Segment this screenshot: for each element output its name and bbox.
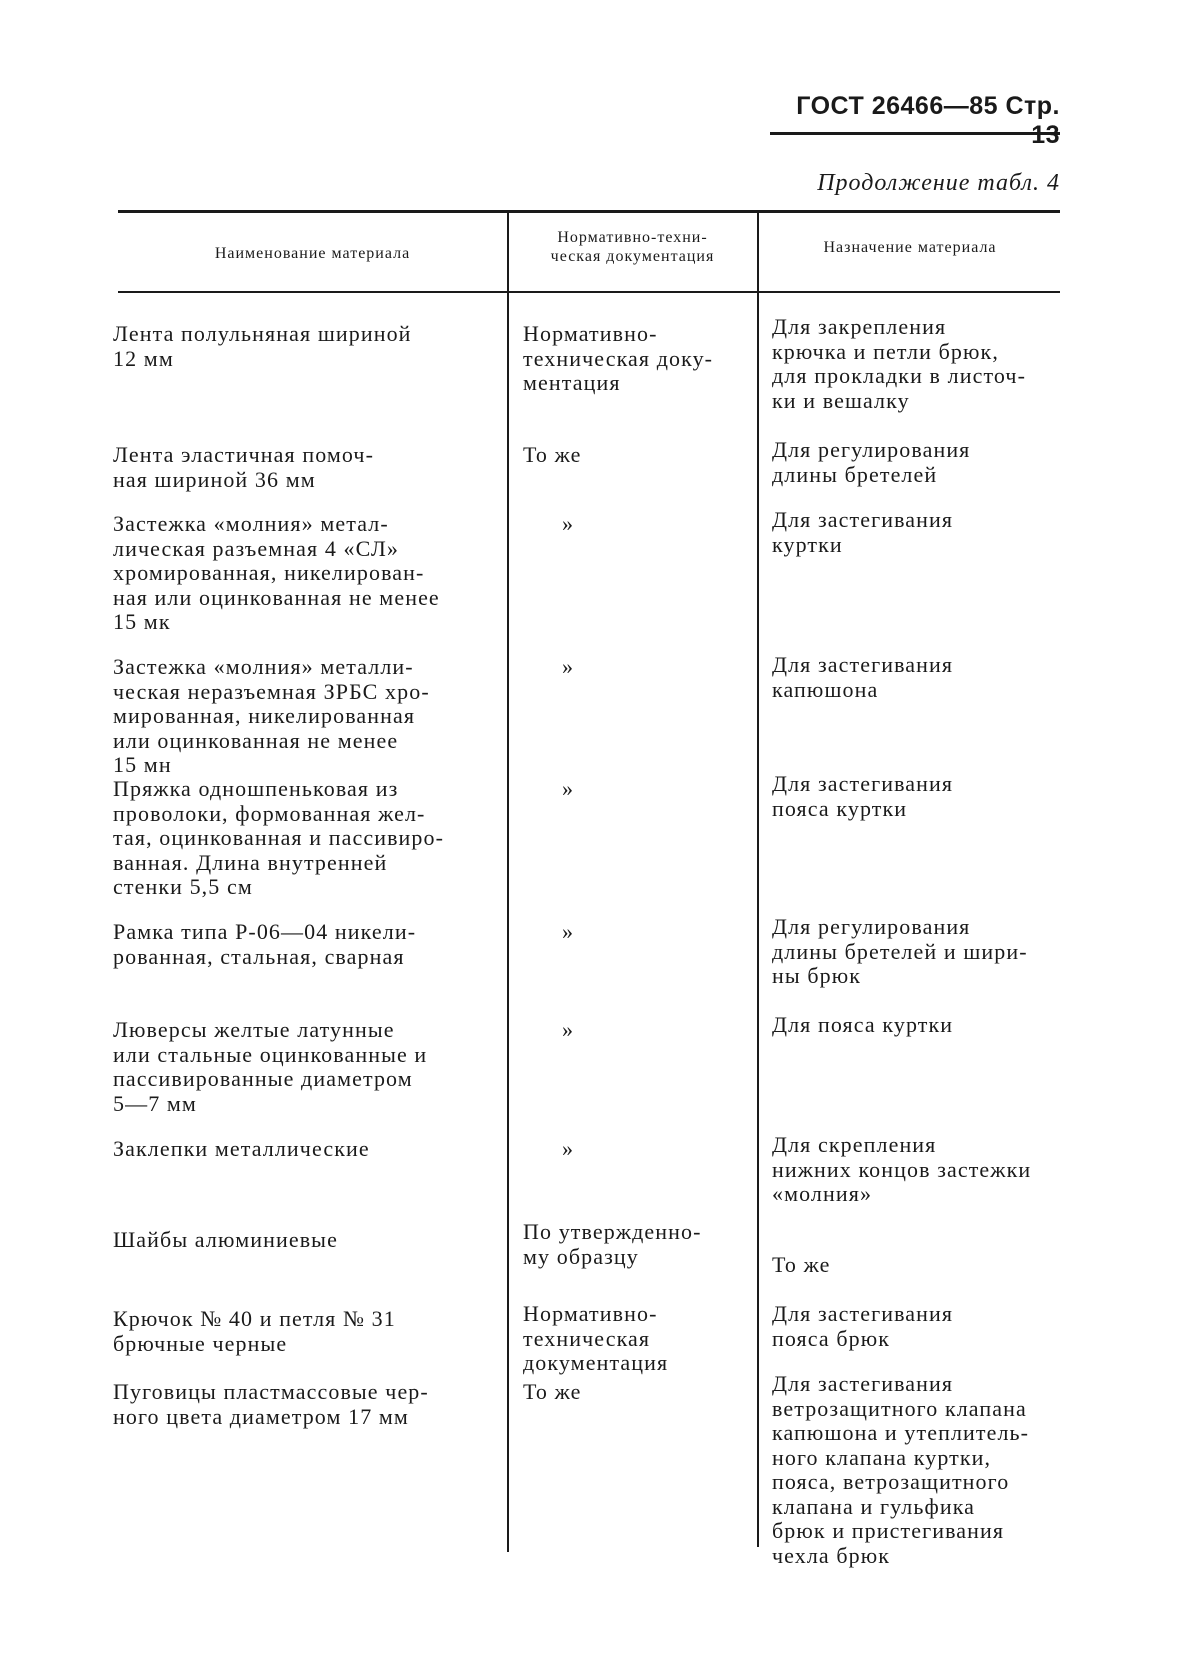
table-cell-purpose: То же xyxy=(772,1252,831,1277)
table-cell-name: Лента эластичная помоч- ная шириной 36 мм xyxy=(113,442,375,492)
table-cell-name: Шайбы алюминиевые xyxy=(113,1227,338,1252)
table-cell-doc: » xyxy=(562,919,575,944)
column-header-documentation: Нормативно-техни- ческая документация xyxy=(550,229,715,265)
table-cell-purpose: Для застегивания пояса куртки xyxy=(772,771,954,821)
table-cell-doc: » xyxy=(562,1017,575,1042)
table-cell-name: Люверсы желтые латунные или стальные оцинкованные и пассивированные диаметром 5—7 мм xyxy=(113,1017,428,1116)
table-header-rule xyxy=(118,291,1060,293)
table-cell-doc: » xyxy=(562,776,575,801)
table-cell-doc: Нормативно- техническая документация xyxy=(523,1301,669,1375)
table-continuation-label: Продолжение табл. 4 xyxy=(817,170,1060,196)
page-header: ГОСТ 26466—85 Стр. 13 xyxy=(770,92,1060,135)
table-top-rule xyxy=(118,210,1060,213)
table-cell-purpose: Для пояса куртки xyxy=(772,1012,954,1037)
table-cell-doc: То же xyxy=(523,442,582,467)
table-cell-name: Застежка «молния» метал- лическая разъемная 4 «СЛ» хромированная, никелирован- ная или оцинкованная не менее 15 мк xyxy=(113,511,440,634)
table-cell-purpose: Для застегивания пояса брюк xyxy=(772,1301,954,1351)
table-cell-purpose: Для закрепления крючка и петли брюк, для прокладки в листоч- ки и вешалку xyxy=(772,314,1027,413)
column-header-material-name: Наименование материала xyxy=(214,245,411,262)
table-cell-doc: » xyxy=(562,511,575,536)
table-cell-name: Застежка «молния» металли- ческая неразъемная ЗРБС хро- мированная, никелированная или оцинкованная не менее 15 мн xyxy=(113,654,430,777)
table-cell-purpose: Для скрепления нижних концов застежки «молния» xyxy=(772,1132,1032,1206)
table-cell-doc: Нормативно- техническая доку- ментация xyxy=(523,321,714,395)
table-cell-name: Рамка типа Р-06—04 никели- рованная, стальная, сварная xyxy=(113,919,417,969)
table-cell-name: Крючок № 40 и петля № 31 брючные черные xyxy=(113,1306,396,1356)
table-cell-purpose: Для регулирования длины бретелей xyxy=(772,437,971,487)
table-cell-doc: По утвержденно- му образцу xyxy=(523,1219,702,1269)
column-divider-1 xyxy=(507,212,509,1552)
table-cell-purpose: Для регулирования длины бретелей и шири- ны брюк xyxy=(772,914,1028,988)
table-cell-name: Пряжка одношпеньковая из проволоки, формованная жел- тая, оцинкованная и пассивиро- ванная. Длина внутренней стенки 5,5 см xyxy=(113,776,445,899)
column-divider-2 xyxy=(757,212,759,1547)
table-cell-purpose: Для застегивания куртки xyxy=(772,507,954,557)
table-cell-name: Лента полульняная шириной 12 мм xyxy=(113,321,412,371)
table-cell-doc: » xyxy=(562,654,575,679)
table-cell-purpose: Для застегивания капюшона xyxy=(772,652,954,702)
table-cell-doc: То же xyxy=(523,1379,582,1404)
table-cell-purpose: Для застегивания ветрозащитного клапана капюшона и утеплитель- ного клапана куртки, пояса, ветрозащитного клапана и гульфика брюк и пристегивания чехла брюк xyxy=(772,1371,1030,1568)
column-header-purpose: Назначение материала xyxy=(823,239,997,256)
table-cell-name: Пуговицы пластмассовые чер- ного цвета диаметром 17 мм xyxy=(113,1379,429,1429)
table-cell-name: Заклепки металлические xyxy=(113,1136,370,1161)
table-cell-doc: » xyxy=(562,1136,575,1161)
